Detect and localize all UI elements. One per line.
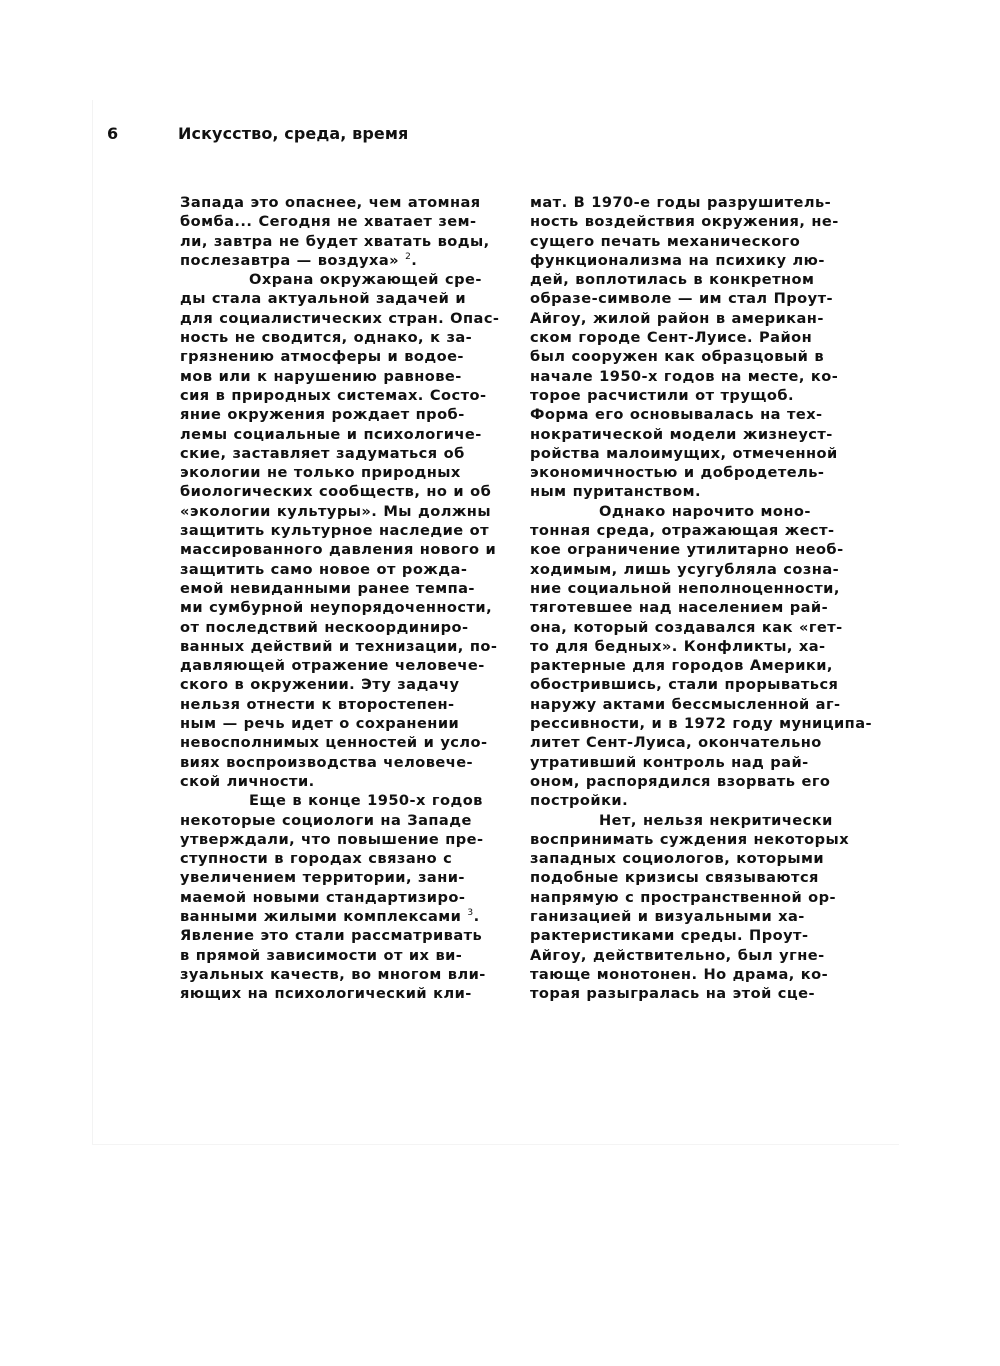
text-line [530,772,875,791]
text-line [180,637,510,656]
text-line [530,888,875,907]
line-text: Запада это опаснее, чем атомная [180,194,481,211]
line-text: ванных действий и технизации, по- [180,637,498,655]
text-line [180,502,510,521]
text-line [530,618,875,637]
line-text: экономичностью и добродетель- [530,464,825,482]
text-line [530,791,875,810]
text-line [180,347,510,366]
text-line [530,482,875,501]
footnote-punctuation: . [473,907,480,925]
line-text: давляющей отражение человече- [180,657,485,675]
line-text: ность воздействия окружения, не- [530,213,839,231]
line-text: «экологии культуры». Мы должны [180,502,491,520]
line-text: постройки. [530,792,629,810]
line-text: грязнению атмосферы и водое- [180,348,464,366]
text-line [530,270,875,289]
line-text: экологии не только природных [180,464,461,482]
text-line [180,579,510,598]
line-text: ние социальной неполноценности, [530,579,840,597]
footnote-punctuation: . [411,251,418,269]
text-line [180,714,510,733]
text-line [180,598,510,617]
line-text: сущего печать механического [530,232,801,250]
line-text: от последствий нескоординиро- [180,618,469,636]
line-text: образе-символе — им стал Проут- [530,290,833,308]
line-text: торая разыгралась на этой сце- [530,985,815,1003]
line-text: ские, заставляет задуматься об [180,444,465,462]
line-text: яние окружения рождает проб- [180,406,465,424]
line-text: утверждали, что повышение пре- [180,830,484,848]
line-text: ского в окружении. Эту задачу [180,676,460,694]
line-text: кое ограничение утилитарно необ- [530,541,844,559]
line-text: Охрана окружающей сре- [249,271,482,289]
text-line [530,560,875,579]
text-line [180,830,510,849]
line-text: она, который создавался как «гет- [530,618,843,636]
text-line [180,618,510,637]
text-line [180,386,510,405]
text-line [530,463,875,482]
text-line [530,598,875,617]
text-line [180,733,510,752]
line-text: литет Сент-Луиса, окончательно [530,734,822,752]
line-text: защитить культурное наследие от [180,522,490,540]
line-text: ступности в городах связано с [180,850,453,868]
text-line [180,849,510,868]
text-line [180,482,510,501]
line-text: ным пуританством. [530,483,701,501]
text-line [180,675,510,694]
line-text: воспринимать суждения некоторых [530,830,850,848]
line-text: ды стала актуальной задачей и [180,290,467,308]
text-line [180,926,510,945]
text-line [530,656,875,675]
text-line [530,232,875,251]
text-line [180,309,510,328]
line-text: ным — речь идет о сохранении [180,715,460,733]
paragraph-first-line [530,811,875,830]
text-line [180,463,510,482]
text-line [180,965,510,984]
text-line [180,289,510,308]
text-line [530,347,875,366]
text-line [530,907,875,926]
chapter-title: Искусство, среда, время [178,124,409,143]
text-line [530,289,875,308]
text-line [180,212,510,231]
page-number: 6 [107,124,119,143]
line-text: массированного давления нового и [180,541,497,559]
line-text: нельзя отнести к второстепен- [180,695,455,713]
text-line [180,868,510,887]
line-text: Однако нарочито моно- [599,502,811,520]
paragraph-first-line [180,791,510,810]
text-line [180,772,510,791]
text-line [180,251,510,270]
text-line [180,425,510,444]
line-text: торое расчистили от трущоб. [530,386,794,404]
text-line [180,753,510,772]
text-line [530,444,875,463]
line-text: был сооружен как образцовый в [530,348,824,366]
line-text: Еще в конце 1950-х годов [249,792,483,810]
text-line [180,521,510,540]
text-line [180,328,510,347]
line-text: рактерные для городов Америки, [530,657,833,675]
text-column-right [530,193,875,1003]
footnote-marker: 2 [405,251,412,262]
line-text: тающе монотонен. Но драма, ко- [530,965,829,983]
text-line [530,753,875,772]
line-text: увеличением территории, зани- [180,869,465,887]
line-text: некоторые социологи на Западе [180,811,472,829]
line-text: ванными жилыми комплексами [180,907,462,925]
text-line [530,386,875,405]
line-text: функционализма на психику лю- [530,251,825,269]
text-line [180,560,510,579]
line-text: лемы социальные и психологиче- [180,425,482,443]
line-text: Форма его основывалась на тех- [530,406,823,424]
text-line [180,984,510,1003]
text-line [530,714,875,733]
text-line [180,193,510,212]
line-text: послезавтра — воздуха» [180,251,400,269]
line-text: защитить само новое от рожда- [180,560,468,578]
text-line [530,830,875,849]
line-text: напрямую с пространственной ор- [530,888,837,906]
line-text: обострившись, стали прорываться [530,676,839,694]
line-text: емой невиданными ранее темпа- [180,579,475,597]
line-text: маемой новыми стандартизиро- [180,888,466,906]
text-line [530,212,875,231]
line-text: Айгоу, жилой район в американ- [530,309,824,327]
line-text: рактеристиками среды. Проут- [530,927,809,945]
line-text: для социалистических стран. Опас- [180,309,500,327]
text-line [530,695,875,714]
text-line [530,675,875,694]
text-line [180,405,510,424]
line-text: рессивности, и в 1972 году муниципа- [530,715,873,733]
line-text: наружу актами бессмысленной аг- [530,695,841,713]
text-line [530,367,875,386]
text-line [180,656,510,675]
line-text: утративший контроль над рай- [530,753,809,771]
line-text: нократической модели жизнеуст- [530,425,833,443]
line-text: бомба... Сегодня не хватает зем- [180,213,477,231]
line-text: Нет, нельзя некритически [599,811,833,829]
text-line [530,251,875,270]
line-text: ми сумбурной неупорядоченности, [180,599,493,617]
line-text: биологических сообществ, но и об [180,483,492,501]
text-line [530,926,875,945]
line-text: зуальных качеств, во многом вли- [180,965,486,983]
line-text: начале 1950-х годов на месте, ко- [530,367,839,385]
line-text: ность не сводится, однако, к за- [180,329,473,347]
line-text: в прямой зависимости от их ви- [180,946,463,964]
line-text: оном, распорядился взорвать его [530,772,831,790]
line-text: ройства малоимущих, отмеченной [530,444,838,462]
text-line [180,444,510,463]
line-text: ской личности. [180,772,315,790]
text-line [180,811,510,830]
line-text: ганизацией и визуальными ха- [530,907,805,925]
line-text: мат. В 1970-е годы разрушитель- [530,194,832,211]
text-line [180,232,510,251]
text-line [530,521,875,540]
text-line [530,193,875,212]
text-line [530,328,875,347]
footnote-marker: 3 [467,907,474,918]
text-line [180,540,510,559]
text-line [530,733,875,752]
line-text: то для бедных». Конфликты, ха- [530,637,826,655]
line-text: тяготевшее над населением рай- [530,599,829,617]
text-line [180,695,510,714]
line-text: виях воспроизводства человече- [180,753,474,771]
line-text: невосполнимых ценностей и усло- [180,734,488,752]
text-line [180,367,510,386]
line-text: мов или к нарушению равнове- [180,367,462,385]
line-text: тонная среда, отражающая жест- [530,522,835,540]
running-head [0,124,1000,148]
line-text: дей, воплотилась в конкретном [530,271,815,289]
text-line [180,946,510,965]
paragraph-first-line [530,502,875,521]
text-line [530,849,875,868]
line-text: ли, завтра не будет хватать воды, [180,232,490,250]
text-line [530,946,875,965]
text-line [530,579,875,598]
text-line [530,309,875,328]
line-text: ском городе Сент-Луисе. Район [530,329,813,347]
text-line [530,984,875,1003]
line-text: ходимым, лишь усугубляла созна- [530,560,840,578]
text-line [180,907,510,926]
text-line [530,868,875,887]
line-text: Айгоу, действительно, был угне- [530,946,825,964]
text-line [180,888,510,907]
text-column-left [180,193,510,1003]
text-line [530,405,875,424]
line-text: подобные кризисы связываются [530,869,819,887]
line-text: сия в природных системах. Состо- [180,386,487,404]
line-text: западных социологов, которыми [530,850,825,868]
text-line [530,637,875,656]
text-line [530,425,875,444]
line-text: яющих на психологический кли- [180,985,472,1003]
text-line [530,540,875,559]
paragraph-first-line [180,270,510,289]
text-line [530,965,875,984]
line-text: Явление это стали рассматривать [180,927,483,945]
